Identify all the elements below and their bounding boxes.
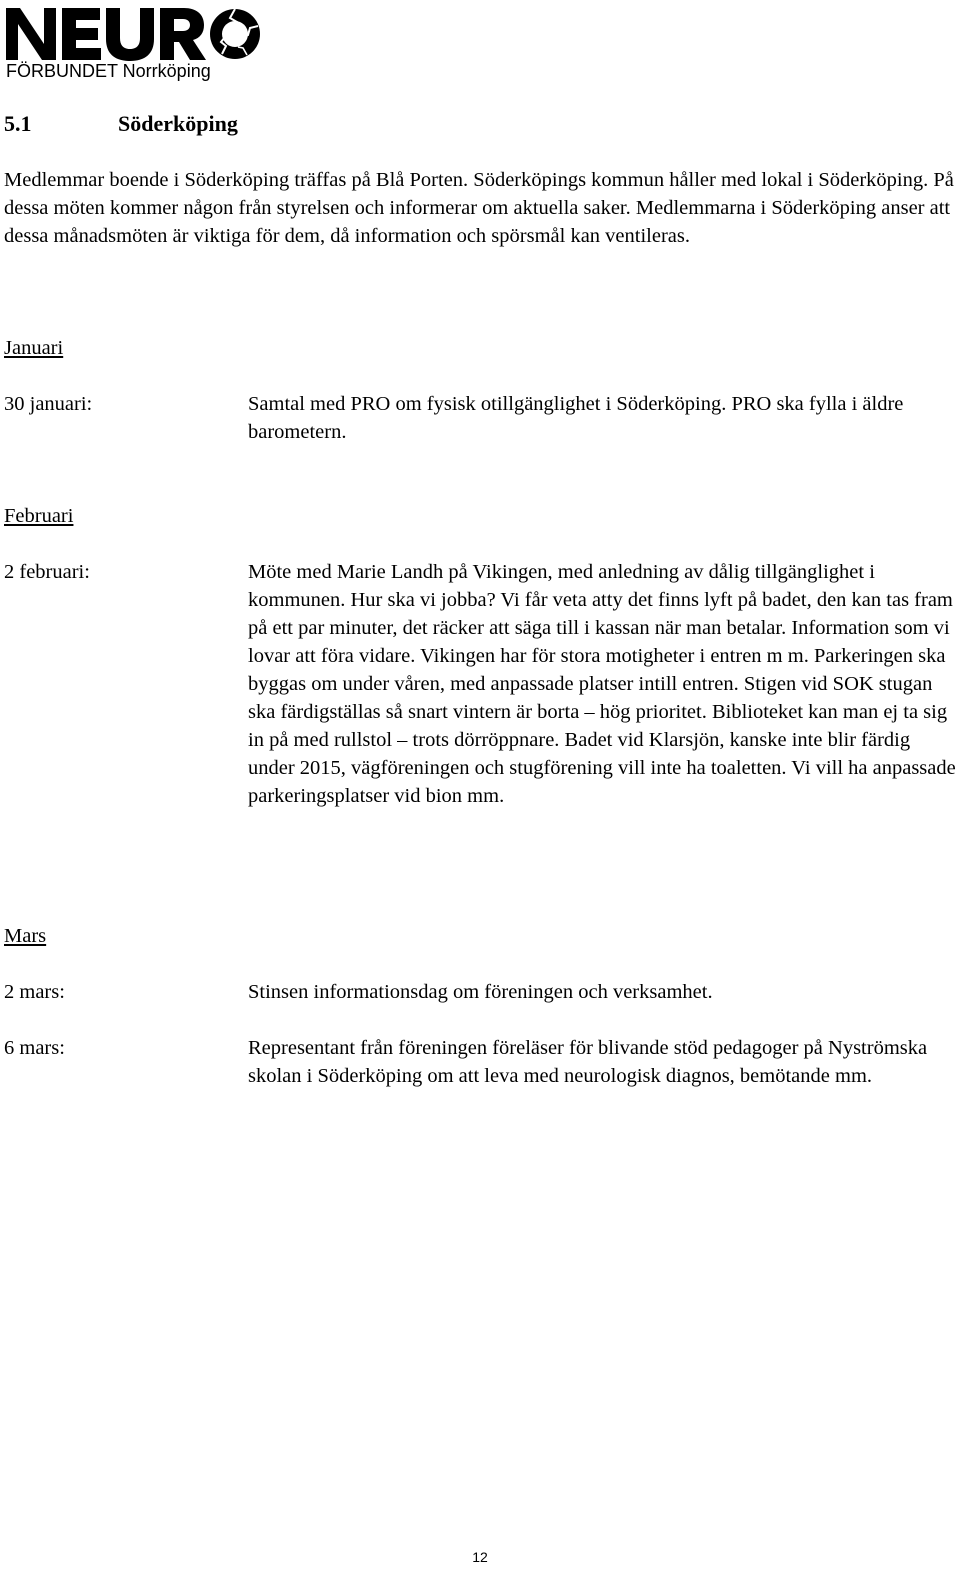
entry-text: Stinsen informationsdag om föreningen och verksamhet.	[248, 981, 713, 1003]
section-heading	[4, 110, 238, 138]
logo-wordmark-graphic	[4, 2, 266, 64]
month-heading-mars: Mars	[4, 925, 47, 947]
month-heading-januari: Januari	[4, 337, 64, 359]
section-number: 5.1	[4, 111, 32, 136]
entry-text: Representant från föreningen föreläser för blivande stöd pedagoger på Nyströmska skolan i Söderköping om att leva med neurologisk diagnos, bemötande mm.	[248, 1037, 928, 1087]
brain-crack-icon	[210, 9, 260, 59]
logo-subtitle: FÖRBUNDET Norrköping	[6, 61, 211, 81]
entry-text: Samtal med PRO om fysisk otillgänglighet i Söderköping. PRO ska fylla i äldre barometern.	[248, 393, 904, 443]
entry-text: Möte med Marie Landh på Vikingen, med anledning av dålig tillgänglighet i kommunen. Hur ska vi jobba? Vi får veta atty det finns lyft på badet, den kan tas fram på ett par minuter, det räcker att säga till i kassan när man betalar. Information som vi lovar att föra vidare. Vikingen har för stora motigheter i entren m m. Parkeringen ska byggas om under våren, med anpassade platser intill entren. Stigen vid SOK stugan ska färdigställas så snart vintern är borta – hög prioritet. Biblioteket kan man ej ta sig in på med rullstol – trots dörröppnare. Badet vid Klarsjön, kanske inte blir färdig under 2015, vägföreningen och stugförening vill inte ha toaletten. Vi vill ha anpassade parkeringsplatser vid bion mm.	[248, 561, 956, 807]
month-heading-februari: Februari	[4, 505, 74, 527]
entry-date: 2 mars:	[4, 981, 65, 1003]
page-number: 12	[472, 1549, 488, 1565]
intro-paragraph: Medlemmar boende i Söderköping träffas på Blå Porten. Söderköpings kommun håller med lokal i Söderköping. På dessa möten kommer någon från styrelsen och informerar om aktuella saker. Medlemmarna i Söderköping anser att dessa månadsmöten är viktiga för dem, då information och spörsmål kan ventileras.	[4, 169, 954, 247]
section-title: Söderköping	[118, 111, 238, 136]
entry-date: 30 januari:	[4, 393, 93, 415]
entry-date: 2 februari:	[4, 561, 90, 583]
entry-date: 6 mars:	[4, 1037, 65, 1059]
neuro-logo	[4, 2, 266, 84]
